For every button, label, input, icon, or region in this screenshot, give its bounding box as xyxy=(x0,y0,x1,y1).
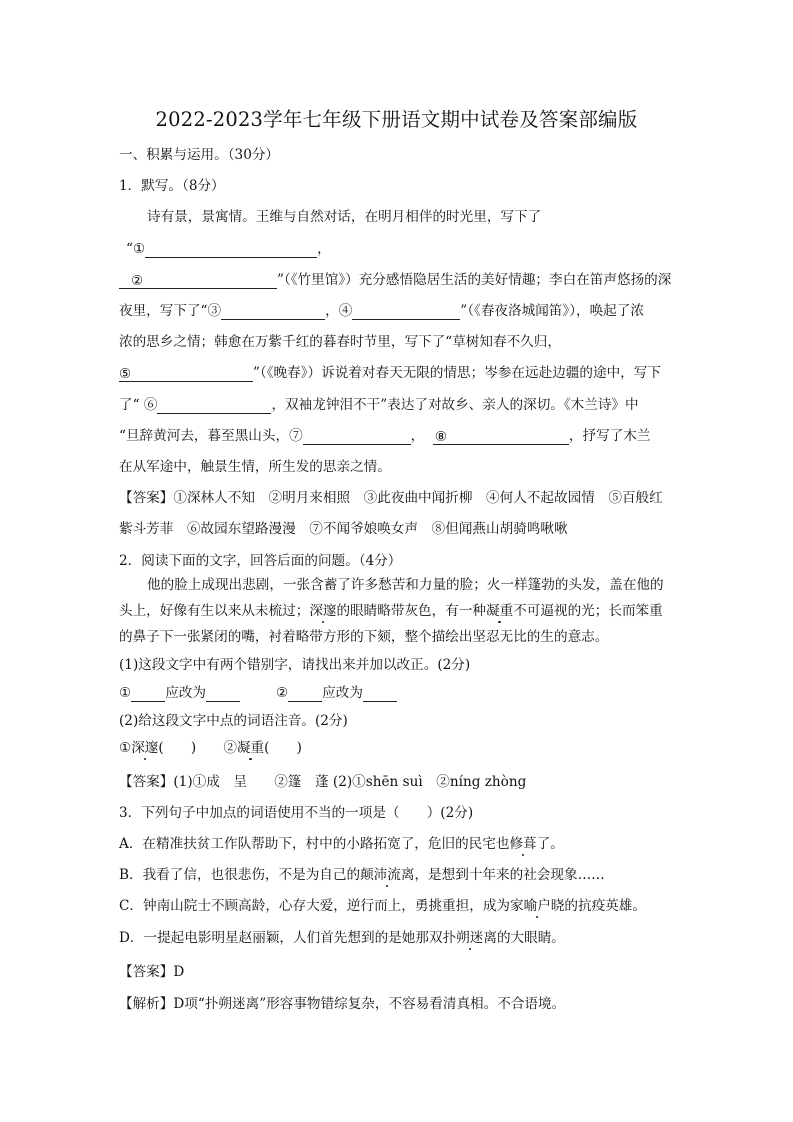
q1-line-8-text-a: “旦辞黄河去，暮至黑山头，⑦ xyxy=(119,428,303,444)
blank-label-2: ② xyxy=(131,273,144,289)
pinyin-blank-2: ( ) xyxy=(264,740,302,756)
q3-explanation: 【解析】D项“扑朔迷离”形容事物错综复杂，不容易看清真相。不合语境。 xyxy=(119,996,566,1012)
option-text: B．我看了信，也很悲伤，不是为自己的 xyxy=(119,867,361,883)
blank-7[interactable] xyxy=(303,428,411,445)
dotted-word-2: 凝重 xyxy=(486,603,514,619)
q1-line-3-text: ”（《竹里馆》）充分感悟隐居生活的美好情趣；李白在笛声悠扬的深 xyxy=(277,272,672,288)
passage-text: 的眼睛略带灰色，有一种 xyxy=(336,603,487,619)
q1-line-7 xyxy=(119,396,639,414)
question-3-heading: 3．下列句子中加点的词语使用不当的一项是（ ）(2分) xyxy=(119,805,474,821)
wrong-char-blank-2[interactable] xyxy=(288,685,322,702)
blank-label-5: ⑤ xyxy=(119,366,132,382)
option-text: 了。 xyxy=(536,836,564,852)
dotted-word: 颠沛流离 xyxy=(360,867,415,883)
dotted-word-1: 深邃 xyxy=(131,740,159,756)
blank-4[interactable] xyxy=(352,303,460,320)
q2-subquestion-1: (1)这段文字中有两个错别字，请找出来并加以改正。(2分) xyxy=(119,657,471,673)
q1-line-4 xyxy=(119,302,644,320)
q1-line-4-text-b: ，④ xyxy=(325,303,353,319)
q1-line-6-text: ”（《晚春》）诉说着对春天无限的情思；岑参在远赴边疆的途中，写下 xyxy=(253,365,661,381)
q2-subquestion-2-blanks xyxy=(119,739,302,757)
q1-line-3 xyxy=(119,271,671,289)
q1-line-1: 诗有景，景寓情。王维与自然对话，在明月相伴的时光里，写下了 xyxy=(147,209,542,225)
q1-line-5: 浓的思乡之情；韩愈在万紫千红的暮春时节里，写下了“草树知春不久归， xyxy=(119,334,561,350)
blank-label-8: ⑧ xyxy=(434,429,448,445)
q1-answer-1: 【答案】①深林人不知 ②明月来相照 ③此夜曲中闻折柳 ④何人不起故园情 ⑤百般红 xyxy=(119,490,663,506)
punct: ， xyxy=(410,428,425,444)
blank-3[interactable] xyxy=(221,303,325,320)
option-text: 的大眼睛。 xyxy=(496,930,565,946)
q3-option-c xyxy=(119,897,646,915)
blank-label-1: “① xyxy=(126,241,146,257)
option-text: C．钟南山院士不顾高龄，心存大爱，逆行而上，勇挑重担，成为 xyxy=(119,898,511,914)
blank-label: ① xyxy=(119,685,132,701)
blank-label: ② xyxy=(275,685,289,701)
q1-line-4-text-c: ”（《春夜洛城闻笛》），唤起了浓 xyxy=(460,303,644,319)
wrong-char-blank-1[interactable] xyxy=(131,685,165,702)
correct-char-blank-1[interactable] xyxy=(206,685,240,702)
q1-line-7-text-b: ，双袖龙钟泪不干”表达了对故乡、亲人的深切。《木兰诗》中 xyxy=(271,397,639,413)
pinyin-blank-1: ( ) ② xyxy=(158,740,237,756)
question-2-heading: 2．阅读下面的文字，回答后面的问题。（4分） xyxy=(119,553,402,569)
q1-line-6 xyxy=(119,364,661,382)
page-title: 2022-2023学年七年级下册语文期中试卷及答案部编版 xyxy=(155,108,638,131)
q2-subquestion-2: (2)给这段文字中点的词语注音。(2分) xyxy=(119,713,348,729)
dotted-word: 扑朔迷离 xyxy=(442,930,497,946)
q3-answer: 【答案】D xyxy=(119,964,185,980)
dotted-word-2: 凝重 xyxy=(236,740,265,756)
q2-subquestion-1-blanks xyxy=(119,684,397,702)
q3-option-b xyxy=(119,866,605,884)
q2-passage-1: 他的脸上成现出悲剧，一张含蓄了许多愁苦和力量的脸；火一样篷勃的头发，盖在他的 xyxy=(147,577,664,593)
q3-option-a xyxy=(119,835,564,853)
change-to-label: 应改为 xyxy=(322,685,363,701)
blank-6[interactable] xyxy=(157,397,271,414)
blank-8[interactable] xyxy=(433,428,569,445)
dotted-word: 修葺 xyxy=(509,836,537,852)
passage-text: 不可逼视的光；长而笨重 xyxy=(513,603,663,619)
section-heading: 一、积累与运用。（30分） xyxy=(119,147,280,163)
option-text: D．一提起电影明星赵丽颖，人们首先想到的是她那双 xyxy=(119,930,443,946)
correct-char-blank-2[interactable] xyxy=(363,685,397,702)
dotted-word-1: 深邃 xyxy=(309,603,337,619)
option-text: 的抗疫英雄。 xyxy=(564,898,646,914)
q1-answer-2: 紫斗芳菲 ⑥故园东望路漫漫 ⑦不闻爷娘唤女声 ⑧但闻燕山胡骑鸣啾啾 xyxy=(119,521,568,537)
punct: ， xyxy=(317,241,331,257)
blank-label: ① xyxy=(119,740,132,756)
blank-5[interactable] xyxy=(119,365,253,382)
q1-line-2 xyxy=(126,240,331,258)
q3-option-d xyxy=(119,929,565,947)
change-to-label: 应改为 xyxy=(165,685,206,701)
blank-2[interactable] xyxy=(119,272,277,289)
q2-passage-3: 的鼻子下一张紧闭的嘴，衬着略带方形的下颏，整个描绘出坚忍无比的生的意志。 xyxy=(119,629,609,645)
dotted-word: 家喻户晓 xyxy=(510,898,565,914)
blank-1[interactable] xyxy=(145,241,317,258)
q2-passage-2 xyxy=(119,602,663,620)
q1-line-4-text-a: 夜里，写下了“③ xyxy=(119,303,222,319)
q1-line-7-text-a: 了“ ⑥ xyxy=(119,397,158,413)
q1-line-8 xyxy=(119,427,650,445)
q2-answer: 【答案】(1)①成 呈 ②篷 蓬 (2)①shēn suì ②níng zhòng xyxy=(119,774,527,790)
option-text: A．在精准扶贫工作队帮助下，村中的小路拓宽了，危旧的民宅也 xyxy=(119,836,510,852)
option-text: ，是想到十年来的社会现象…… xyxy=(414,867,605,883)
question-1-heading: 1．默写。（8分） xyxy=(119,178,225,194)
q1-line-8-text-d: ，抒写了木兰 xyxy=(568,428,651,444)
passage-text: 头上，好像有生以来从未梳过； xyxy=(119,603,310,619)
q1-line-9: 在从军途中，触景生情，所生发的思亲之情。 xyxy=(119,459,391,475)
